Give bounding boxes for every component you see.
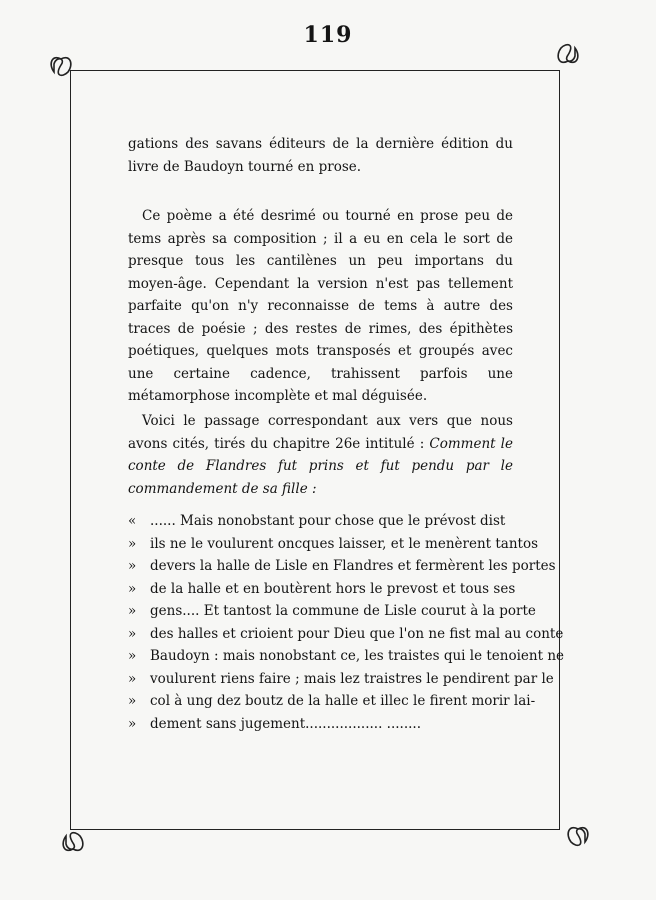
quote-text: ...... Mais nonobstant pour chose que le prévost dist [150, 513, 506, 529]
quote-line [128, 533, 539, 556]
paragraph-intro-quote [128, 410, 513, 500]
chapter-title: Comment le conte de Flandres fut prins et fut pendu par le commandement de sa fille : [128, 435, 513, 497]
quote-text: voulurent riens faire ; mais lez traistres le pendirent par le [150, 670, 554, 687]
quote-mark: « [128, 513, 137, 529]
quote-mark: » [128, 670, 137, 687]
quote-text: devers la halle de Lisle en Flandres et fermèrent les portes [150, 558, 556, 574]
quote-text: ils ne le voulurent oncques laisser, et le menèrent tantos [150, 535, 539, 552]
quoted-passage [128, 510, 565, 735]
quote-line [128, 578, 516, 601]
floral-knot-icon [46, 50, 76, 80]
quote-mark: » [128, 693, 137, 709]
quote-line [128, 690, 536, 713]
quote-mark: » [128, 715, 137, 732]
quote-text: Baudoyn : mais nonobstant ce, les traistes qui le tenoient ne [150, 648, 565, 664]
quote-text: de la halle et en boutèrent hors le prevost et tous ses [150, 580, 516, 597]
quote-mark: » [128, 648, 137, 664]
quote-text: col à ung dez boutz de la halle et illec le firent morir lai- [150, 693, 536, 709]
quote-mark: » [128, 603, 137, 619]
quote-line [128, 555, 556, 578]
quote-mark: » [128, 535, 137, 552]
floral-knot-icon [563, 820, 593, 850]
quote-mark: » [128, 580, 137, 597]
quote-line [128, 713, 513, 736]
floral-knot-icon [553, 40, 583, 70]
quote-text: gens.... Et tantost la commune de Lisle courut à la porte [150, 603, 536, 619]
page-number: 119 [303, 22, 353, 48]
floral-knot-icon [58, 828, 88, 858]
quote-line [128, 668, 554, 691]
intro-text: Voici le passage correspondant aux vers que nous avons cités, tirés du chapitre 26e intitulé : [128, 413, 513, 452]
quote-line [128, 510, 513, 533]
quote-mark: » [128, 558, 137, 574]
quote-text: dement sans jugement.................. ........ [150, 715, 422, 732]
quote-line [128, 623, 564, 646]
quote-line [128, 645, 565, 668]
quote-mark: » [128, 625, 137, 642]
paragraph-continuation: gations des savans éditeurs de la dernière édition du livre de Baudoyn tourné en prose. [128, 136, 513, 175]
quote-line [128, 600, 536, 623]
quote-text: des halles et crioient pour Dieu que l'on ne fist mal au conte [150, 625, 564, 642]
paragraph-prose-version: Ce poème a été desrimé ou tourné en prose peu de tems après sa composition ; il a eu en cela le sort de presque tous les cantilènes un peu importans du moyen-âge. Cependant la version n'est pas tellement parfaite qu'on n'y reconnaisse de tems à autre des traces de poésie ; des restes de rimes, des épithètes poétiques, quelques mots transposés et groupés avec une certaine cadence, trahissent parfois une métamorphose incomplète et mal déguisée. [128, 208, 513, 404]
